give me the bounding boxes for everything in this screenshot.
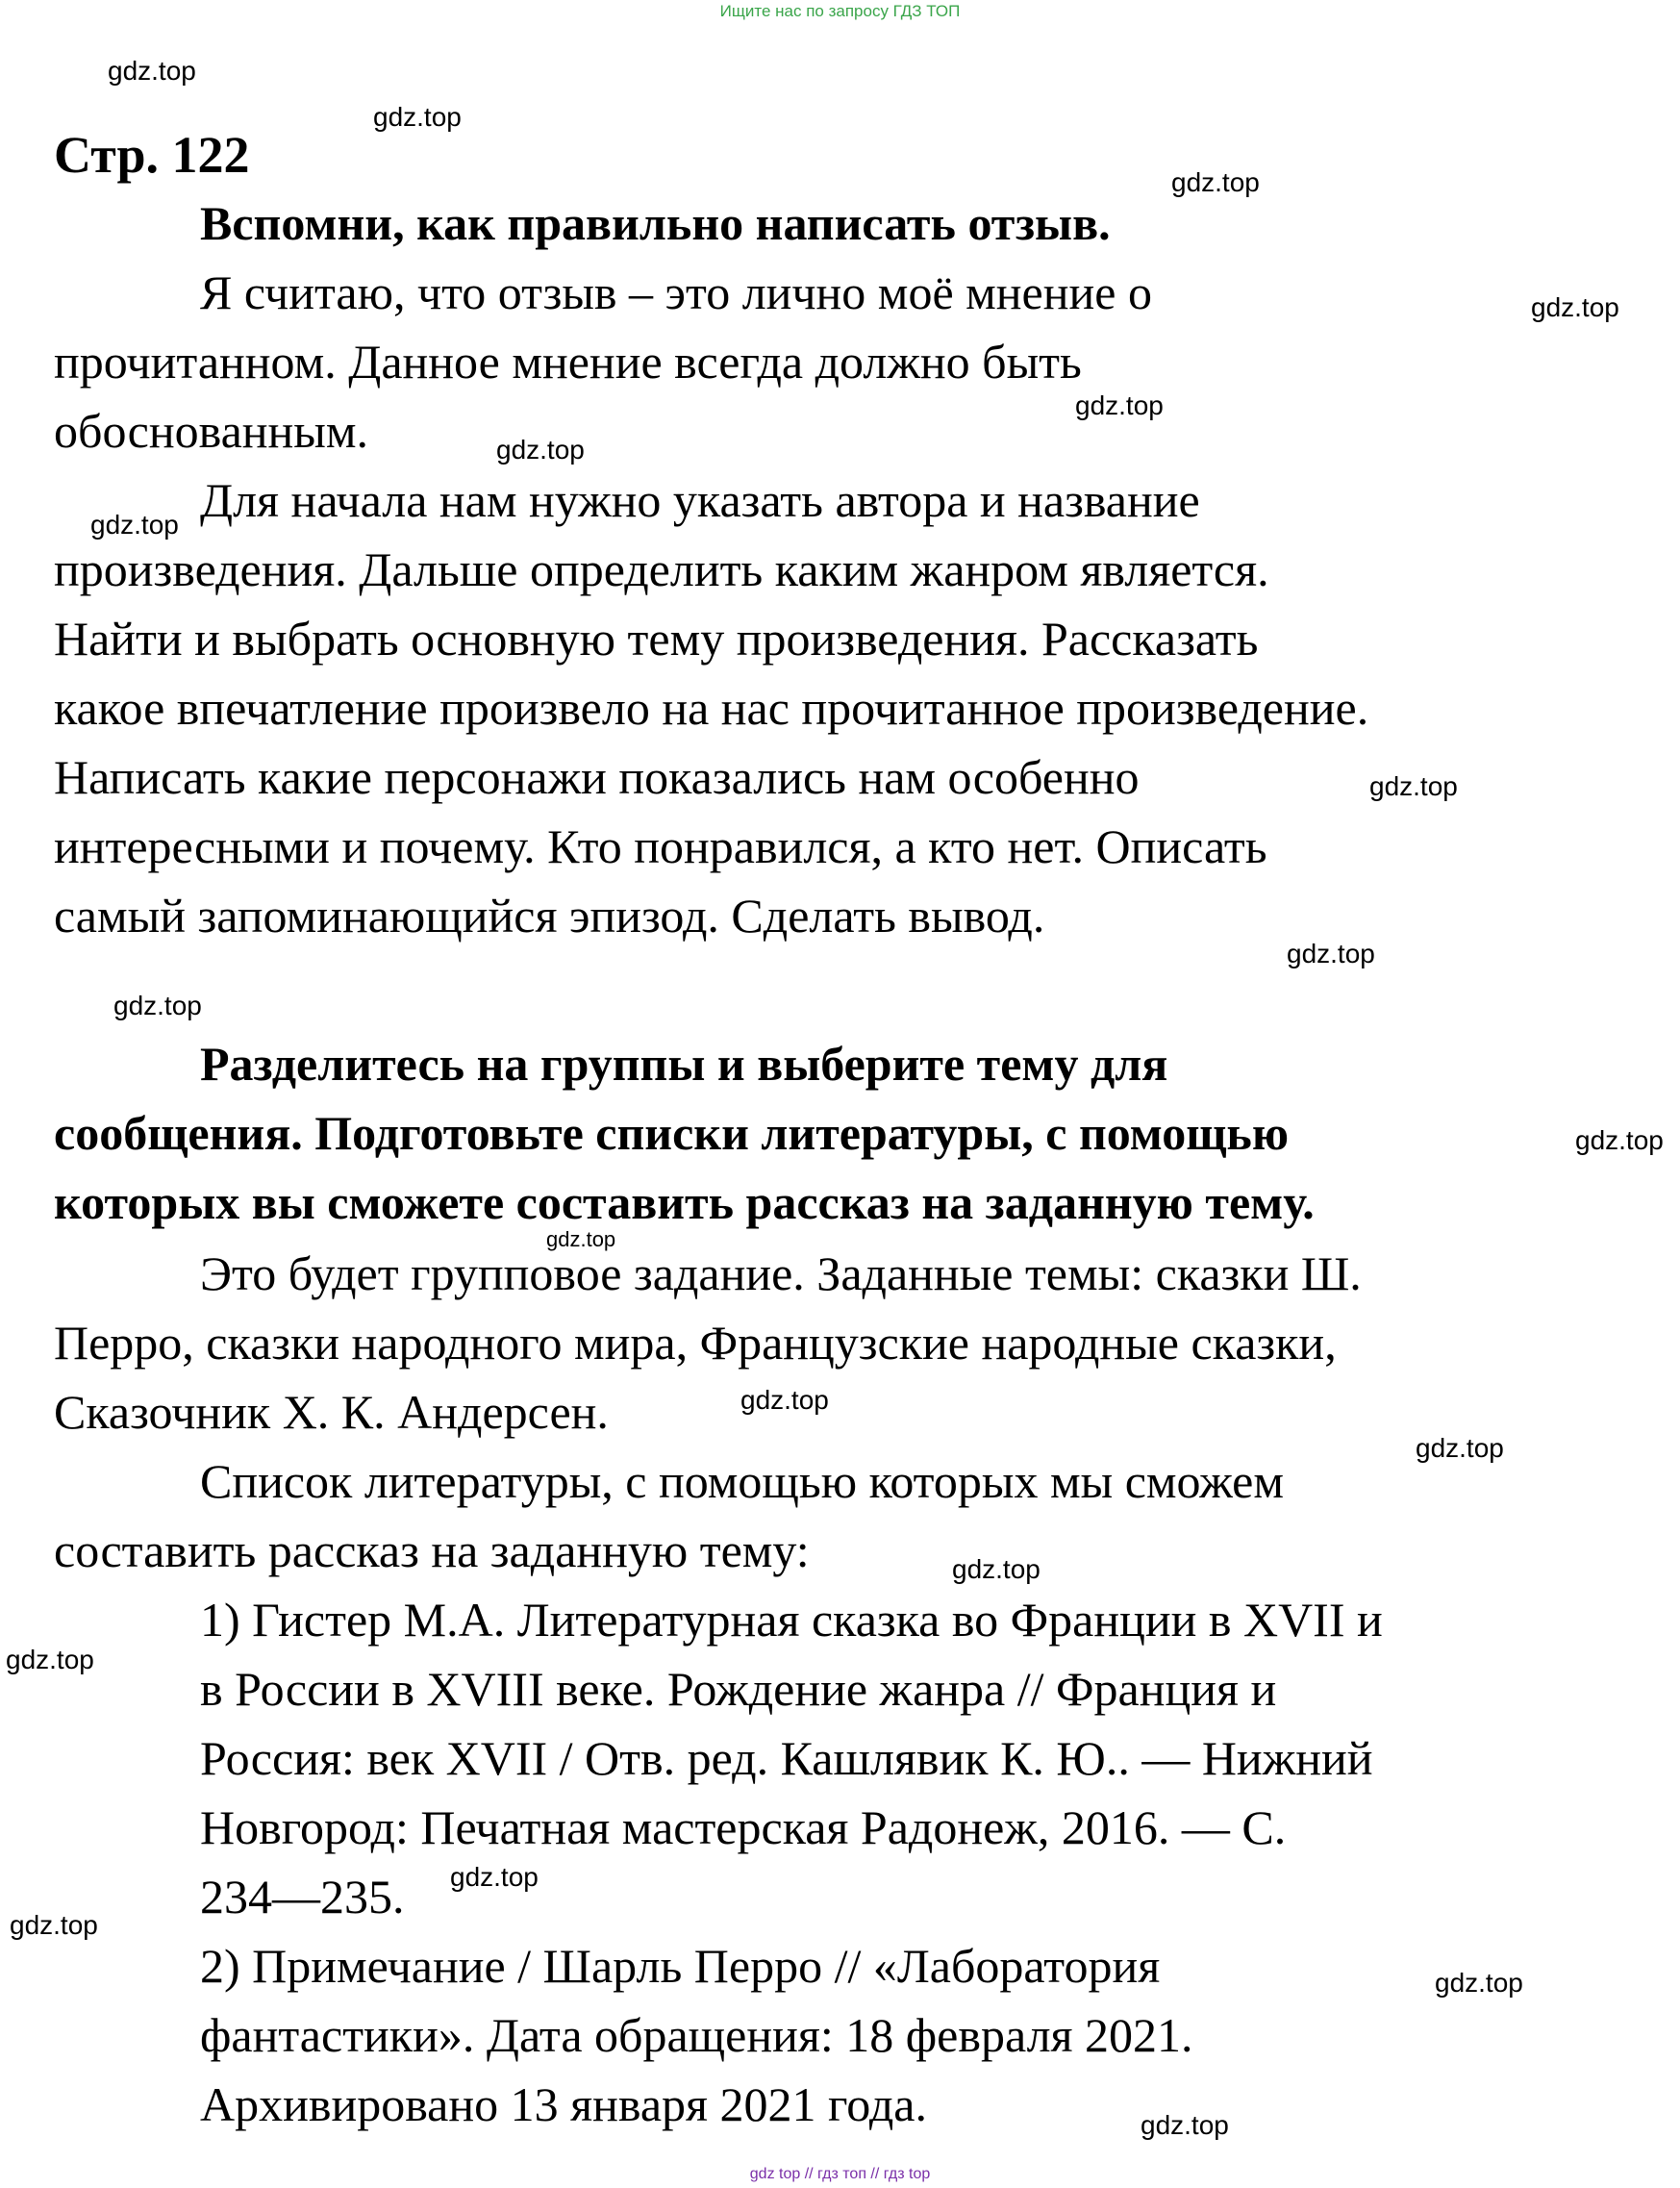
list-item-line: в России в XVIII веке. Рождение жанра // Франция и xyxy=(200,1662,1277,1716)
watermark: gdz.top xyxy=(546,1227,616,1251)
list-item-line: 234—235. xyxy=(200,1870,405,1924)
paragraph-line: Написать какие персонажи показались нам особенно xyxy=(54,750,1140,804)
list-item-line: Архивировано 13 января 2021 года. xyxy=(200,2077,927,2131)
list-item-line: 2) Примечание / Шарль Перро // «Лаборатория xyxy=(200,1939,1161,1993)
watermark: gdz.top xyxy=(108,56,196,86)
watermark: gdz.top xyxy=(952,1554,1041,1584)
watermark: gdz.top xyxy=(90,510,179,540)
paragraph-line: прочитанном. Данное мнение всегда должно быть xyxy=(54,335,1082,389)
watermark: gdz.top xyxy=(1531,292,1619,322)
watermark: gdz.top xyxy=(496,435,585,465)
list-item-line: Россия: век XVII / Отв. ред. Кашлявик К. Ю.. — Нижний xyxy=(200,1731,1373,1785)
watermark: gdz.top xyxy=(1075,390,1164,420)
paragraph-line: Я считаю, что отзыв – это лично моё мнение о xyxy=(200,265,1152,319)
footer-watermark: gdz top // гдз топ // гдз top xyxy=(749,2166,931,2182)
paragraph-line: Список литературы, с помощью которых мы сможем xyxy=(200,1454,1285,1508)
paragraph-line: произведения. Дальше определить каким жанром является. xyxy=(54,542,1269,596)
list-item-line: 1) Гистер М.А. Литературная сказка во Франции в XVII и xyxy=(200,1593,1383,1647)
paragraph-line: Найти и выбрать основную тему произведения. Рассказать xyxy=(54,612,1259,666)
paragraph-line: какое впечатление произвело на нас прочитанное произведение. xyxy=(54,681,1369,735)
section-heading: Разделитесь на группы и выберите тему для xyxy=(200,1037,1168,1091)
watermark: gdz.top xyxy=(10,1910,98,1940)
section-heading: сообщения. Подготовьте списки литературы, с помощью xyxy=(54,1106,1290,1160)
watermark: gdz.top xyxy=(1171,167,1260,197)
section-heading: которых вы сможете составить рассказ на заданную тему. xyxy=(54,1175,1315,1229)
paragraph-line: обоснованным. xyxy=(54,404,369,458)
list-item-line: фантастики». Дата обращения: 18 февраля 2021. xyxy=(200,2008,1193,2062)
watermark: gdz.top xyxy=(1416,1433,1504,1463)
watermark: gdz.top xyxy=(1141,2110,1229,2140)
watermark: gdz.top xyxy=(1575,1125,1664,1155)
paragraph-line: составить рассказ на заданную тему: xyxy=(54,1523,810,1577)
watermark: gdz.top xyxy=(1435,1968,1523,1998)
top-banner: Ищите нас по запросу ГДЗ ТОП xyxy=(719,2,961,20)
paragraph-line: Для начала нам нужно указать автора и название xyxy=(200,473,1200,527)
watermark: gdz.top xyxy=(450,1862,539,1892)
paragraph-line: Это будет групповое задание. Заданные темы: сказки Ш. xyxy=(200,1246,1362,1300)
watermark: gdz.top xyxy=(373,102,462,132)
paragraph-line: Перро, сказки народного мира, Французские народные сказки, xyxy=(54,1316,1337,1370)
watermark: gdz.top xyxy=(6,1645,94,1674)
paragraph-line: самый запоминающийся эпизод. Сделать вывод. xyxy=(54,889,1045,943)
watermark: gdz.top xyxy=(113,991,202,1020)
watermark: gdz.top xyxy=(1287,939,1375,968)
watermark: gdz.top xyxy=(1369,771,1458,801)
paragraph-line: Сказочник Х. К. Андерсен. xyxy=(54,1385,609,1439)
watermark: gdz.top xyxy=(740,1385,829,1415)
paragraph-line: интересными и почему. Кто понравился, а кто нет. Описать xyxy=(54,819,1267,873)
page-title: Стр. 122 xyxy=(54,126,250,184)
list-item-line: Новгород: Печатная мастерская Радонеж, 2016. — С. xyxy=(200,1800,1287,1854)
section-heading: Вспомни, как правильно написать отзыв. xyxy=(200,196,1111,250)
